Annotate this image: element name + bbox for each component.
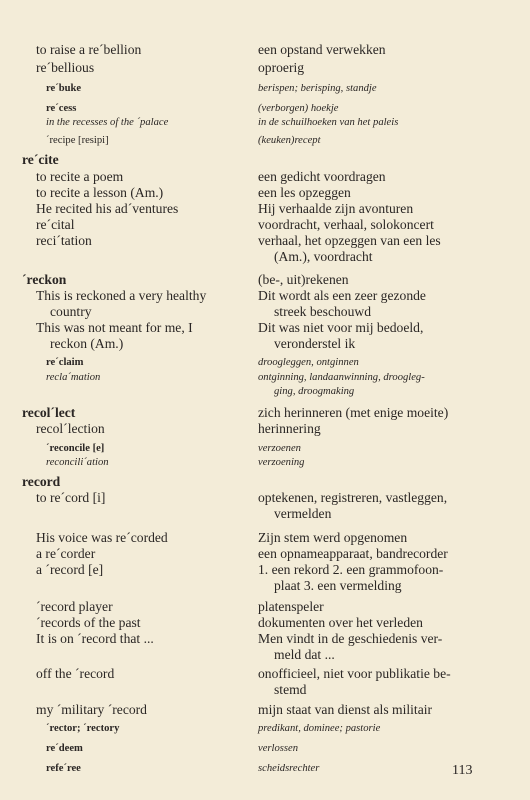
entry-term: re´cess <box>46 103 77 114</box>
entry-term: recla´mation <box>46 372 101 383</box>
entry-translation: Hij verhaalde zijn avonturen <box>258 201 414 216</box>
entry-term: re´deem <box>46 743 83 754</box>
entry-term: This was not meant for me, I <box>36 320 193 335</box>
entry-translation: verzoening <box>258 457 305 468</box>
entry-term: He recited his ad´ventures <box>36 201 179 216</box>
entry-term: This is reckoned a very healthy <box>36 288 207 303</box>
entry-translation: vermelden <box>274 506 332 521</box>
entry-translation: (keuken)recept <box>258 135 321 146</box>
entry-term: to recite a lesson (Am.) <box>36 185 164 200</box>
entry-translation: een gedicht voordragen <box>258 169 386 184</box>
entry-term: country <box>50 304 92 319</box>
entry-translation: optekenen, registreren, vastleggen, <box>258 490 448 505</box>
headword: recol´lect <box>22 405 76 420</box>
entry-term: a ´record [e] <box>36 562 104 577</box>
entry-translation: ging, droogmaking <box>274 386 355 397</box>
entry-term: His voice was re´corded <box>36 530 168 545</box>
entry-translation: droogleggen, ontginnen <box>258 357 359 368</box>
entry-translation: een opstand verwekken <box>258 42 386 57</box>
headword: re´cite <box>22 152 59 167</box>
entry-translation: predikant, dominee; pastorie <box>258 723 381 734</box>
entry-translation: streek beschouwd <box>274 304 372 319</box>
entry-term: ´record player <box>36 599 113 614</box>
entry-translation: veronderstel ik <box>274 336 356 351</box>
entry-translation: berispen; berisping, standje <box>258 83 377 94</box>
entry-term: re´buke <box>46 83 82 94</box>
entry-term: to recite a poem <box>36 169 124 184</box>
entry-translation: plaat 3. een vermelding <box>274 578 402 593</box>
entry-translation: Zijn stem werd opgenomen <box>258 530 408 545</box>
entry-translation: Men vindt in de geschiedenis ver- <box>258 631 443 646</box>
entry-translation: verzoenen <box>258 443 301 454</box>
entry-translation: een les opzeggen <box>258 185 351 200</box>
entry-translation: onofficieel, niet voor publikatie be- <box>258 666 451 681</box>
entry-translation: voordracht, verhaal, solokoncert <box>258 217 434 232</box>
entry-term: refe´ree <box>46 763 81 774</box>
entry-term: recol´lection <box>36 421 105 436</box>
entry-term: reckon (Am.) <box>50 336 124 351</box>
entry-translation: oproerig <box>258 60 305 75</box>
entry-translation: (Am.), voordracht <box>274 249 373 264</box>
entry-translation: scheidsrechter <box>258 763 320 774</box>
entry-translation: verlossen <box>258 743 299 754</box>
entry-term: ´reconcile [e] <box>46 443 105 454</box>
entry-term: to re´cord [i] <box>36 490 106 505</box>
entry-term: re´claim <box>46 357 84 368</box>
entry-translation: Dit was niet voor mij bedoeld, <box>258 320 424 335</box>
entry-term: ´rector; ´rectory <box>46 723 120 734</box>
entry-term: re´bellious <box>36 60 95 75</box>
page-number: 113 <box>452 763 473 778</box>
entry-term: my ´military ´record <box>36 702 147 717</box>
entry-example: in the recesses of the ´palace <box>46 117 169 128</box>
entry-translation: (be-, uit)rekenen <box>258 272 349 287</box>
entry-term: reci´tation <box>36 233 92 248</box>
headword: ´reckon <box>22 272 67 287</box>
entry-translation: verhaal, het opzeggen van een les <box>258 233 441 248</box>
entry-translation: 1. een rekord 2. een grammofoon- <box>258 562 444 577</box>
entry-translation: dokumenten over het verleden <box>258 615 423 630</box>
entry-translation: platenspeler <box>258 599 324 614</box>
entry-term: re´cital <box>36 217 75 232</box>
entry-translation: een opnameapparaat, bandrecorder <box>258 546 448 561</box>
entry-term: reconcili´ation <box>46 457 109 468</box>
entry-translation: meld dat ... <box>274 647 335 662</box>
entry-translation: (verborgen) hoekje <box>258 103 339 114</box>
entry-translation: stemd <box>274 682 307 697</box>
entry-term: a re´corder <box>36 546 96 561</box>
entry-translation: herinnering <box>258 421 321 436</box>
entry-translation: in de schuilhoeken van het paleis <box>258 117 399 128</box>
entry-term: It is on ´record that ... <box>36 631 154 646</box>
entry-translation: Dit wordt als een zeer gezonde <box>258 288 426 303</box>
headword: record <box>22 474 61 489</box>
entry-term: ´recipe [resipi] <box>46 135 109 146</box>
entry-translation: ontginning, landaanwinning, droogleg- <box>258 372 425 383</box>
entry-term: off the ´record <box>36 666 115 681</box>
entry-translation: zich herinneren (met enige moeite) <box>258 405 449 420</box>
entry-term: to raise a re´bellion <box>36 42 142 57</box>
entry-term: ´records of the past <box>36 615 141 630</box>
entry-translation: mijn staat van dienst als militair <box>258 702 433 717</box>
